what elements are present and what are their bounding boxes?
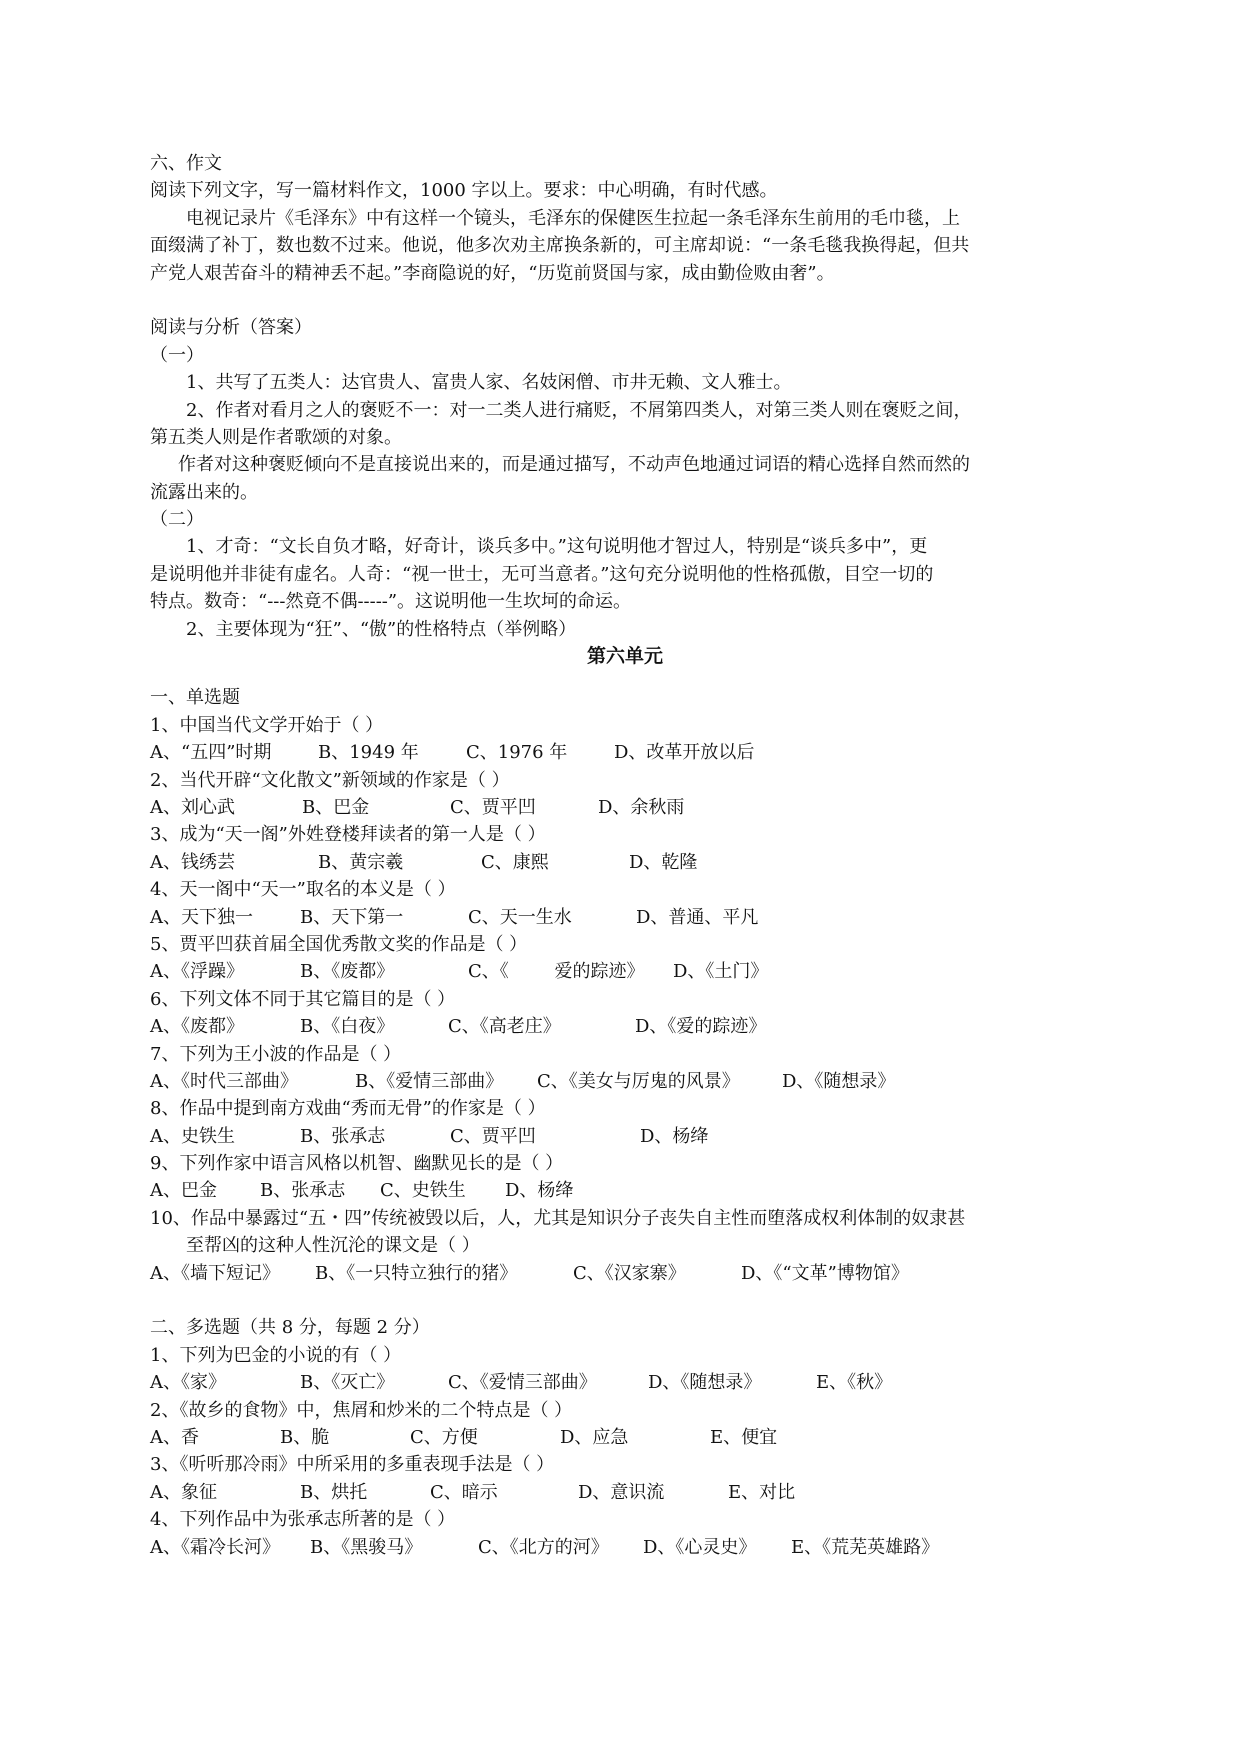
section-label: （二）	[150, 509, 204, 531]
single-choice-list	[150, 712, 1100, 1205]
section-label: （一）	[150, 344, 204, 366]
option-b: B、烘托	[300, 1481, 368, 1503]
option-a: A、《浮躁》	[150, 961, 244, 983]
option-b: B、巴金	[302, 796, 370, 818]
option-d: D、《随想录》	[782, 1070, 896, 1092]
single-question-1: 1、中国当代文学开始于（ ）	[150, 714, 384, 736]
single-options-4	[150, 904, 1100, 931]
option-b: B、张承志	[300, 1125, 386, 1147]
option-d: D、改革开放以后	[614, 742, 755, 764]
option-e: E、便宜	[710, 1426, 778, 1448]
option-c: C、史铁生	[380, 1180, 466, 1202]
option-b: B、天下第一	[300, 906, 404, 928]
option-e: E、对比	[728, 1481, 796, 1503]
document-page	[150, 150, 1100, 1561]
essay-intro: 阅读下列文字，写一篇材料作文，1000 字以上。要求：中心明确，有时代感。	[150, 180, 778, 202]
essay-title: 六、作文	[150, 153, 222, 174]
option-a: A、象征	[150, 1481, 217, 1503]
essay-paragraph-line: 产党人艰苦奋斗的精神丢不起。”李商隐说的好，“历览前贤国与家，成由勤俭败由奢”。	[150, 262, 835, 284]
answer-line: 1、才奇：“文长自负才略，好奇计，谈兵多中。”这句说明他才智过人，特别是“谈兵多中”，更	[186, 536, 928, 558]
answer-line: 2、主要体现为“狂”、“傲”的性格特点（举例略）	[186, 618, 577, 640]
essay-paragraph-line: 面缀满了补丁，数也数不过来。他说，他多次劝主席换条新的，可主席却说：“一条毛毯我换得起，但共	[150, 235, 970, 257]
option-b: B、《白夜》	[300, 1016, 395, 1038]
option-b: B、《废都》	[300, 961, 395, 983]
question-options	[150, 1260, 1100, 1287]
option-b: B、《爱情三部曲》	[355, 1070, 504, 1092]
option-c: C、《 爱的踪迹》	[468, 961, 645, 983]
answer-line: 流露出来的。	[150, 481, 258, 503]
option-a: A、巴金	[150, 1180, 217, 1202]
single-question-6: 6、下列文体不同于其它篇目的是（ ）	[150, 988, 456, 1010]
single-question-9: 9、下列作家中语言风格以机智、幽默见长的是（ ）	[150, 1153, 564, 1175]
option-a: A、史铁生	[150, 1125, 235, 1147]
option-c: C、贾平凹	[450, 796, 536, 818]
option-d: D、杨绛	[640, 1125, 709, 1147]
single-options-7	[150, 1068, 1100, 1095]
option-a: A、《家》	[150, 1372, 226, 1394]
option-c: C、贾平凹	[450, 1125, 536, 1147]
option-e: E、《荒芜英雄路》	[791, 1536, 940, 1558]
option-c: C、康熙	[481, 851, 549, 873]
option-c: C、1976 年	[466, 742, 568, 764]
single-question-2: 2、当代开辟“文化散文”新领域的作家是（ ）	[150, 769, 510, 791]
option-b: B、张承志	[260, 1180, 346, 1202]
single-question-5: 5、贾平凹获首届全国优秀散文奖的作品是（ ）	[150, 933, 528, 955]
option-c: C、《北方的河》	[478, 1536, 609, 1558]
multi-choice-list	[150, 1342, 1100, 1561]
single-question-3: 3、成为“天一阁”外姓登楼拜读者的第一人是（ ）	[150, 824, 546, 846]
essay-paragraph-line: 电视记录片《毛泽东》中有这样一个镜头，毛泽东的保健医生拉起一条毛泽东生前用的毛巾毯，上	[186, 207, 960, 229]
answer-line: 作者对这种褒贬倾向不是直接说出来的，而是通过描写，不动声色地通过词语的精心选择自然而然的	[178, 454, 970, 476]
single-options-2	[150, 794, 1100, 821]
answer-line: 1、共写了五类人：达官贵人、富贵人家、名妓闲僧、市井无赖、文人雅士。	[186, 372, 792, 394]
option-c: C、《爱情三部曲》	[448, 1372, 597, 1394]
multi-question-2: 2、《故乡的食物》中，焦屑和炒米的二个特点是（ ）	[150, 1399, 573, 1421]
multi-question-1: 1、下列为巴金的小说的有（ ）	[150, 1344, 402, 1366]
single-options-9	[150, 1177, 1100, 1204]
option-a: A、《霜冷长河》	[150, 1536, 280, 1558]
single-options-6	[150, 1013, 1100, 1040]
single-question-4: 4、天一阁中“天一”取名的本义是（ ）	[150, 879, 456, 901]
multi-question-4: 4、下列作品中为张承志所著的是（ ）	[150, 1509, 456, 1531]
option-d: D、《随想录》	[648, 1372, 762, 1394]
single-choice-title: 一、单选题	[150, 687, 240, 709]
answer-line: 第五类人则是作者歌颂的对象。	[150, 426, 402, 448]
option-c: C、暗示	[430, 1481, 498, 1503]
single-options-8	[150, 1123, 1100, 1150]
multi-options-4	[150, 1534, 1100, 1561]
option-a: A、《时代三部曲》	[150, 1070, 298, 1092]
answer-line: 是说明他并非徒有虚名。人奇：“视一世士，无可当意者。”这句充分说明他的性格孤傲，目空一切的	[150, 563, 934, 585]
option-b: B、《灭亡》	[300, 1372, 395, 1394]
option-b: B、黄宗羲	[318, 851, 404, 873]
option-d: D、乾隆	[629, 851, 698, 873]
option-b: B、脆	[280, 1426, 330, 1448]
option-d: D、《爱的踪迹》	[635, 1016, 767, 1038]
multi-question-3: 3、《听听那冷雨》中所采用的多重表现手法是（ ）	[150, 1454, 555, 1476]
single-options-5	[150, 958, 1100, 985]
option-c: C、方便	[410, 1426, 478, 1448]
single-question-7: 7、下列为王小波的作品是（ ）	[150, 1043, 402, 1065]
option-d: D、普通、平凡	[636, 906, 759, 928]
single-question-8: 8、作品中提到南方戏曲“秀而无骨”的作家是（ ）	[150, 1098, 546, 1120]
option-b: B、1949 年	[318, 742, 419, 764]
option-d: D、《“文革”博物馆》	[741, 1262, 909, 1284]
option-d: D、意识流	[578, 1481, 665, 1503]
option-d: D、《土门》	[673, 961, 769, 983]
option-a: A、《废都》	[150, 1016, 244, 1038]
answer-line: 2、作者对看月之人的褒贬不一：对一二类人进行痛贬，不屑第四类人，对第三类人则在褒贬之间，	[186, 399, 972, 421]
unit-title: 第六单元	[586, 645, 663, 668]
single-options-3	[150, 849, 1100, 876]
option-c: C、《美女与厉鬼的风景》	[537, 1070, 740, 1092]
option-c: C、天一生水	[468, 906, 572, 928]
multi-options-2	[150, 1424, 1100, 1451]
answers-title: 阅读与分析（答案）	[150, 317, 312, 339]
option-d: D、应急	[560, 1426, 629, 1448]
question-text: 10、作品中暴露过“五・四”传统被毁以后，人，尤其是知识分子丧失自主性而堕落成权利体制的奴隶甚	[150, 1207, 966, 1229]
option-c: C、《高老庄》	[448, 1016, 561, 1038]
answer-line: 特点。数奇：“---然竟不偶-----”。这说明他一生坎坷的命运。	[150, 591, 632, 613]
single-options-1	[150, 739, 1100, 766]
option-b: B、《黑骏马》	[310, 1536, 423, 1558]
option-a: A、香	[150, 1426, 199, 1448]
option-a: A、天下独一	[150, 906, 253, 928]
option-a: A、钱绣芸	[150, 851, 235, 873]
option-d: D、《心灵史》	[643, 1536, 757, 1558]
option-a: A、《墙下短记》	[150, 1262, 280, 1284]
option-a: A、刘心武	[150, 796, 235, 818]
option-b: B、《一只特立独行的猪》	[315, 1262, 518, 1284]
option-e: E、《秋》	[816, 1372, 893, 1394]
multi-choice-title: 二、多选题（共 8 分，每题 2 分）	[150, 1317, 430, 1339]
multi-options-1	[150, 1369, 1100, 1396]
option-c: C、《汉家寨》	[573, 1262, 686, 1284]
option-a: A、“五四”时期	[150, 742, 272, 764]
option-d: D、杨绛	[505, 1180, 574, 1202]
multi-options-3	[150, 1479, 1100, 1506]
option-d: D、余秋雨	[598, 796, 685, 818]
question-text: 至帮凶的这种人性沉沦的课文是（ ）	[186, 1235, 480, 1257]
